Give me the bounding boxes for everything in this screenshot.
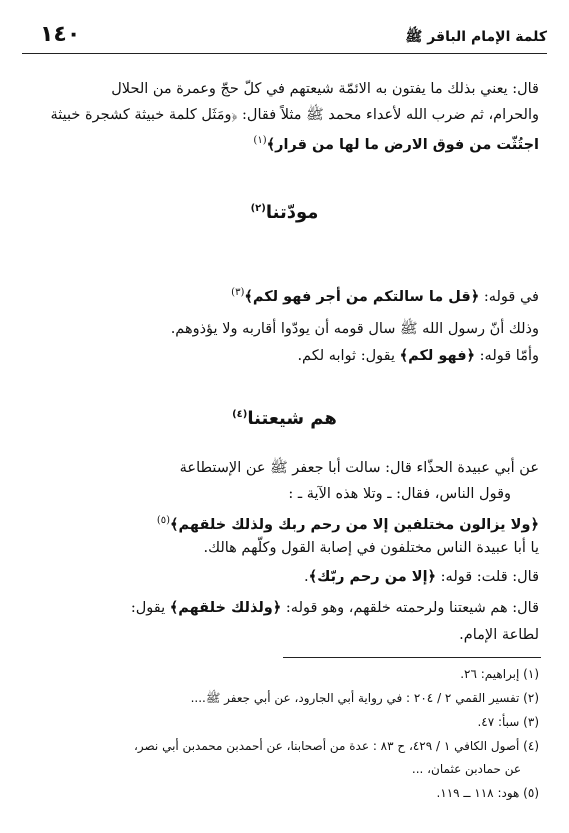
footnote: (٢) تفسير القمي ٢ / ٢٠٤ : في رواية أبي الجارود، عن أبي جعفر ﷺ.... <box>190 691 539 705</box>
footnote-divider <box>283 657 541 658</box>
section-heading <box>0 408 569 429</box>
section-heading-text: مودّتنا <box>265 202 319 223</box>
paragraph-line: والحرام، ثم ضرب الله لأعداء محمد ﷺ مثلاً فقال: ﴿ومَثَل كلمة خبيثة كشجرة خبيثة <box>50 107 539 123</box>
text-span: يقول: <box>130 600 170 616</box>
paragraph-line <box>30 566 539 588</box>
text-span: في قوله: <box>479 288 539 305</box>
paragraph-line <box>30 510 539 532</box>
running-title: كلمة الإمام الباقر ﷺ <box>405 29 547 45</box>
page-number: ١٤٠ <box>40 22 81 47</box>
quran-quote: ﴿فهو لكم﴾ <box>399 348 476 364</box>
text-span: وأمّا قوله: <box>475 348 539 364</box>
section-heading <box>0 202 569 223</box>
paragraph-line: وقول الناس، فقال: ـ وتلا هذه الآية ـ : <box>288 486 511 502</box>
section-heading-text: هم شيعتنا <box>247 408 337 429</box>
paragraph-line <box>30 282 539 304</box>
footnote: (٤) أصول الكافي ١ / ٤٢٩، ح ٨٣ : عدة من أصحابنا، عن أحمدبن محمدبن أبي نصر، <box>134 739 539 753</box>
paragraph-line <box>30 345 539 367</box>
paragraph-line: وذلك أنّ رسول الله ﷺ سال قومه أن يودّوا أقاربه ولا يؤذوهم. <box>170 321 539 337</box>
footnote-ref: (٤) <box>232 409 248 420</box>
quran-quote: ﴿ولذلك خلقهم﴾ <box>169 600 282 616</box>
paragraph-line: لطاعة الإمام. <box>459 627 539 643</box>
text-span: يقول: ثوابه لكم. <box>297 348 400 364</box>
footnote: (٣) سبأ: ٤٧. <box>477 715 539 729</box>
text-span: قال: قلت: قوله: <box>436 569 539 585</box>
quran-quote: اجتُثّت من فوق الارض ما لها من قرار﴾ <box>266 136 539 153</box>
footnote-ref: (٥) <box>156 515 170 526</box>
footnote-ref: (٢) <box>250 203 266 214</box>
footnote: (٥) هود: ١١٨ ــ ١١٩. <box>436 786 539 800</box>
footnote-ref: (٣) <box>231 287 245 298</box>
paragraph-line <box>30 130 539 152</box>
paragraph-line: عن أبي عبيدة الحذّاء قال: سالت أبا جعفر ﷺ عن الإستطاعة <box>179 460 539 476</box>
footnote: (١) إبراهيم: ٢٦. <box>460 667 539 681</box>
quran-quote: ﴿ولا يزالون مختلفين إلا من رحم ربك ولذلك خلقهم﴾ <box>170 516 539 533</box>
paragraph-line: يا أبا عبيدة الناس مختلفون في إصابة القول وكلّهم هالك. <box>203 540 539 556</box>
text-span: . <box>304 569 309 585</box>
paragraph-line <box>30 597 539 619</box>
quran-quote: ﴿إلا من رحم ربّك﴾ <box>308 569 437 585</box>
text-span: قال: هم شيعتنا ولرحمته خلقهم، وهو قوله: <box>281 600 539 616</box>
footnote: عن حمادبن عثمان، ... <box>411 762 521 776</box>
page-header <box>22 14 547 54</box>
footnote-ref: (١) <box>253 135 267 146</box>
paragraph-line: قال: يعني بذلك ما يفتون به الائمّة شيعتهم في كلّ حجّ وعمرة من الحلال <box>111 81 539 97</box>
quran-quote: ﴿قل ما سالتكم من أجر فهو لكم﴾ <box>244 288 480 305</box>
